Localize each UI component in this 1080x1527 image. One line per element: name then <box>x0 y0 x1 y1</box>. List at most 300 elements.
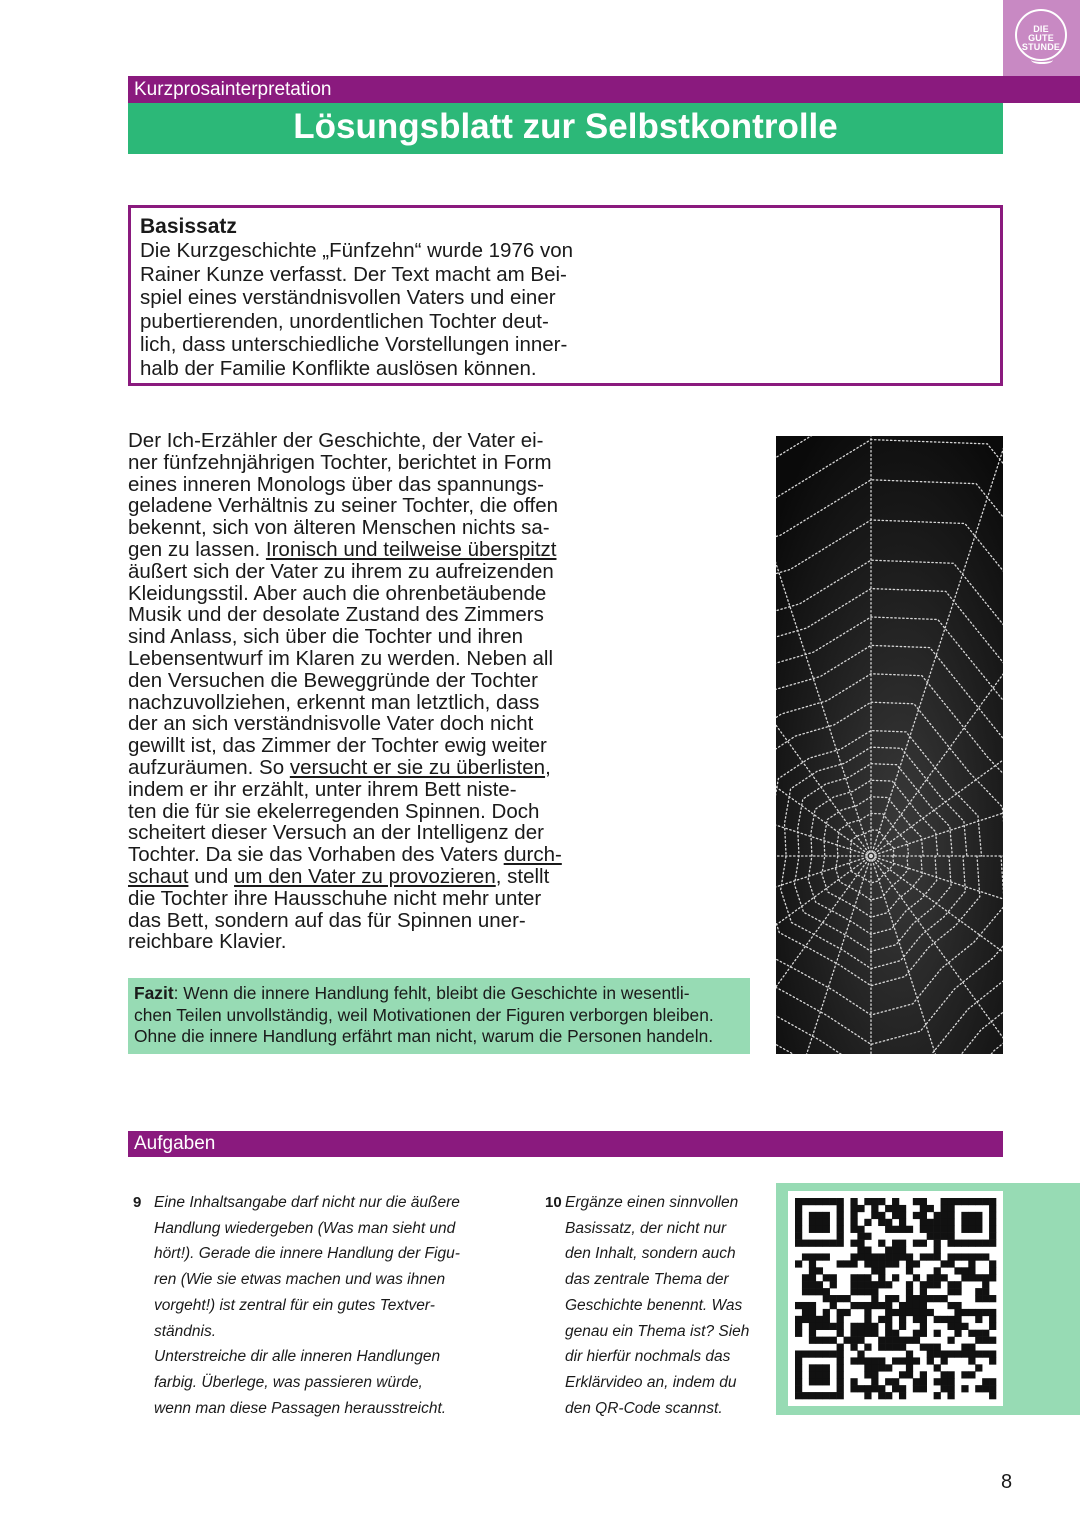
qr-module <box>892 1205 899 1212</box>
qr-module <box>989 1357 996 1364</box>
qr-module <box>892 1357 899 1364</box>
qr-module <box>802 1288 809 1295</box>
qr-module <box>844 1309 851 1316</box>
qr-module <box>878 1198 885 1205</box>
qr-module <box>878 1212 885 1219</box>
qr-module <box>885 1226 892 1233</box>
qr-module <box>830 1350 837 1357</box>
qr-module <box>850 1357 857 1364</box>
qr-module <box>864 1233 871 1240</box>
qr-module <box>982 1281 989 1288</box>
basissatz-line: halb der Familie Konflikte auslösen können. <box>140 356 537 380</box>
qr-module <box>941 1385 948 1392</box>
qr-module <box>823 1240 830 1247</box>
logo-tab <box>1003 0 1080 76</box>
task-10-text <box>565 1190 770 1421</box>
qr-module <box>795 1226 802 1233</box>
title-bar <box>128 103 1003 154</box>
qr-module <box>837 1226 844 1233</box>
qr-module <box>975 1337 982 1344</box>
text-line: geladene Verhältnis zu seiner Tochter, die offen <box>128 494 559 518</box>
qr-module <box>968 1309 975 1316</box>
qr-module <box>837 1323 844 1330</box>
qr-module <box>947 1281 954 1288</box>
qr-module <box>857 1323 864 1330</box>
qr-module <box>837 1364 844 1371</box>
qr-module <box>816 1198 823 1205</box>
qr-module <box>899 1385 906 1392</box>
qr-module <box>920 1240 927 1247</box>
qr-module <box>899 1357 906 1364</box>
qr-module <box>947 1233 954 1240</box>
qr-module <box>885 1205 892 1212</box>
qr-module <box>989 1274 996 1281</box>
qr-module <box>885 1378 892 1385</box>
qr-module <box>920 1198 927 1205</box>
qr-module <box>989 1385 996 1392</box>
qr-module <box>913 1212 920 1219</box>
qr-module <box>844 1337 851 1344</box>
text-line: Kleidungsstil. Aber auch die ohrenbetäubende <box>128 581 547 605</box>
qr-module <box>885 1330 892 1337</box>
qr-module <box>837 1198 844 1205</box>
qr-module <box>809 1226 816 1233</box>
qr-module <box>795 1316 802 1323</box>
qr-module <box>975 1198 982 1205</box>
qr-module <box>823 1364 830 1371</box>
qr-module <box>857 1274 864 1281</box>
qr-module <box>878 1364 885 1371</box>
qr-module <box>920 1205 927 1212</box>
qr-module <box>809 1212 816 1219</box>
basissatz-line: pubertierenden, unordentlichen Tochter deut- <box>140 309 549 333</box>
qr-module <box>795 1205 802 1212</box>
qr-module <box>857 1281 864 1288</box>
qr-module <box>892 1330 899 1337</box>
page-title: Lösungsblatt zur Selbstkontrolle <box>293 107 838 146</box>
qr-module <box>975 1295 982 1302</box>
qr-module <box>961 1385 968 1392</box>
qr-module <box>795 1357 802 1364</box>
qr-module <box>954 1302 961 1309</box>
text-line: sind Anlass, sich über die Tochter und ihren <box>128 625 524 649</box>
qr-module <box>899 1302 906 1309</box>
qr-module <box>809 1240 816 1247</box>
qr-module <box>920 1302 927 1309</box>
qr-module <box>913 1302 920 1309</box>
qr-module <box>899 1371 906 1378</box>
qr-module <box>864 1392 871 1399</box>
qr-module <box>809 1337 816 1344</box>
qr-module <box>864 1302 871 1309</box>
qr-module <box>941 1205 948 1212</box>
qr-module <box>947 1212 954 1219</box>
qr-module <box>809 1281 816 1288</box>
qr-module <box>989 1219 996 1226</box>
qr-module <box>823 1288 830 1295</box>
qr-module <box>975 1212 982 1219</box>
qr-module <box>802 1309 809 1316</box>
page-number: 8 <box>1001 1471 1013 1493</box>
qr-module <box>857 1226 864 1233</box>
text-line <box>128 539 598 561</box>
qr-module <box>899 1205 906 1212</box>
qr-module <box>885 1302 892 1309</box>
qr-module <box>857 1357 864 1364</box>
qr-module <box>878 1357 885 1364</box>
basissatz-line: spiel eines verständnisvollen Vaters und einer <box>140 286 556 310</box>
qr-module <box>864 1385 871 1392</box>
qr-module <box>795 1350 802 1357</box>
qr-module <box>830 1274 837 1281</box>
text-line: reichbare Klavier. <box>128 930 287 954</box>
qr-module <box>864 1309 871 1316</box>
fazit-label: Fazit <box>134 983 174 1003</box>
qr-module <box>816 1253 823 1260</box>
text-fragment: gen zu lassen. <box>128 537 261 561</box>
leaf-icon <box>1031 56 1053 64</box>
qr-module <box>864 1253 871 1260</box>
qr-module <box>989 1267 996 1274</box>
text-line: den Versuchen die Beweggründe der Tochter <box>128 668 538 692</box>
qr-module <box>871 1198 878 1205</box>
qr-module <box>934 1253 941 1260</box>
qr-module <box>857 1240 864 1247</box>
qr-module <box>892 1378 899 1385</box>
qr-module <box>795 1392 802 1399</box>
qr-module <box>906 1253 913 1260</box>
task-line: den Inhalt, sondern auch <box>565 1245 736 1263</box>
qr-module <box>934 1364 941 1371</box>
qr-module <box>850 1385 857 1392</box>
qr-module <box>975 1240 982 1247</box>
qr-module <box>809 1330 816 1337</box>
qr-module <box>954 1253 961 1260</box>
qr-module <box>857 1337 864 1344</box>
qr-module <box>913 1357 920 1364</box>
qr-module <box>927 1226 934 1233</box>
qr-module <box>913 1330 920 1337</box>
qr-module <box>906 1288 913 1295</box>
qr-module <box>906 1281 913 1288</box>
task-line: Erklärvideo an, indem du <box>565 1373 737 1391</box>
qr-module <box>989 1295 996 1302</box>
qr-module <box>857 1350 864 1357</box>
qr-module <box>906 1295 913 1302</box>
qr-module <box>968 1267 975 1274</box>
qr-module <box>857 1205 864 1212</box>
qr-module <box>837 1371 844 1378</box>
qr-module <box>864 1288 871 1295</box>
qr-module <box>871 1212 878 1219</box>
qr-module <box>816 1350 823 1357</box>
basissatz-line: Rainer Kunze verfasst. Der Text macht am Bei- <box>140 262 567 286</box>
qr-module <box>934 1274 941 1281</box>
qr-module <box>885 1281 892 1288</box>
task-line: farbig. Überlege, was passieren würde, <box>154 1373 423 1391</box>
qr-module <box>920 1316 927 1323</box>
qr-module <box>968 1344 975 1351</box>
qr-module <box>850 1302 857 1309</box>
qr-module <box>878 1260 885 1267</box>
qr-module <box>934 1330 941 1337</box>
qr-module <box>913 1316 920 1323</box>
qr-module <box>906 1309 913 1316</box>
qr-module <box>906 1371 913 1378</box>
qr-module <box>878 1316 885 1323</box>
qr-module <box>961 1371 968 1378</box>
qr-module <box>878 1337 885 1344</box>
qr-module <box>961 1309 968 1316</box>
qr-module <box>823 1295 830 1302</box>
basissatz-text <box>140 239 600 381</box>
task-line: Geschichte benennt. Was <box>565 1296 743 1314</box>
qr-module <box>864 1323 871 1330</box>
qr-module <box>934 1233 941 1240</box>
basissatz-line: lich, dass unterschiedliche Vorstellungen inner- <box>140 333 568 357</box>
qr-module <box>816 1364 823 1371</box>
qr-module <box>850 1288 857 1295</box>
text-line: nachzuvollziehen, erkennt man letztlich, dass <box>128 690 540 714</box>
text-line: die Tochter ihre Hausschuhe nicht mehr unter <box>128 886 542 910</box>
qr-module <box>989 1316 996 1323</box>
qr-module <box>823 1219 830 1226</box>
qr-module <box>823 1198 830 1205</box>
qr-module <box>920 1378 927 1385</box>
qr-module <box>934 1212 941 1219</box>
logo-line: DIE <box>1033 24 1049 34</box>
qr-module <box>871 1260 878 1267</box>
qr-module <box>989 1212 996 1219</box>
qr-module <box>913 1260 920 1267</box>
qr-module <box>968 1253 975 1260</box>
qr-module <box>913 1240 920 1247</box>
qr-module <box>885 1309 892 1316</box>
qr-module <box>795 1198 802 1205</box>
qr-module <box>816 1288 823 1295</box>
qr-module <box>941 1226 948 1233</box>
qr-module <box>871 1378 878 1385</box>
qr-module <box>947 1226 954 1233</box>
qr-module <box>954 1240 961 1247</box>
qr-module <box>809 1219 816 1226</box>
qr-module <box>961 1219 968 1226</box>
qr-module <box>809 1316 816 1323</box>
qr-module <box>947 1371 954 1378</box>
qr-module <box>954 1323 961 1330</box>
qr-module <box>864 1219 871 1226</box>
qr-module <box>795 1378 802 1385</box>
qr-module <box>947 1260 954 1267</box>
qr-module <box>961 1274 968 1281</box>
text-line: Musik und der desolate Zustand des Zimmers <box>128 603 544 627</box>
qr-module <box>864 1274 871 1281</box>
qr-module <box>830 1392 837 1399</box>
qr-module <box>809 1274 816 1281</box>
qr-module <box>947 1198 954 1205</box>
qr-module <box>920 1323 927 1330</box>
qr-module <box>920 1226 927 1233</box>
qr-module <box>941 1357 948 1364</box>
text-line: bekennt, sich von älteren Menschen nichts sa- <box>128 516 550 540</box>
fazit-line <box>134 983 750 1005</box>
text-line: äußert sich der Vater zu ihrem zu aufreizenden <box>128 559 554 583</box>
qr-module <box>954 1281 961 1288</box>
qr-module <box>954 1198 961 1205</box>
qr-module <box>795 1240 802 1247</box>
qr-module <box>878 1240 885 1247</box>
qr-module <box>857 1385 864 1392</box>
qr-module <box>795 1233 802 1240</box>
qr-module <box>871 1205 878 1212</box>
text-line: ner fünfzehnjährigen Tochter, berichtet in Form <box>128 450 552 474</box>
qr-module <box>954 1330 961 1337</box>
qr-module <box>975 1364 982 1371</box>
qr-module <box>830 1198 837 1205</box>
qr-module <box>864 1330 871 1337</box>
text-line: das Bett, sondern auf das für Spinnen uner- <box>128 908 526 932</box>
qr-module <box>850 1330 857 1337</box>
qr-module <box>892 1198 899 1205</box>
task-line: genau ein Thema ist? Sieh <box>565 1322 750 1340</box>
qr-module <box>941 1378 948 1385</box>
qr-module <box>927 1350 934 1357</box>
qr-module <box>885 1316 892 1323</box>
spider-web-graphic <box>776 436 1003 1054</box>
qr-module <box>947 1302 954 1309</box>
qr-module <box>899 1316 906 1323</box>
underlined-phrase: Ironisch und teilweise überspitzt <box>265 537 557 561</box>
qr-module <box>982 1330 989 1337</box>
qr-module <box>927 1274 934 1281</box>
qr-module <box>823 1323 830 1330</box>
qr-module <box>850 1219 857 1226</box>
qr-module <box>934 1350 941 1357</box>
text-fragment: und <box>194 864 229 888</box>
qr-module <box>892 1295 899 1302</box>
qr-module <box>802 1302 809 1309</box>
logo <box>1015 9 1067 61</box>
qr-module <box>954 1288 961 1295</box>
qr-module <box>941 1295 948 1302</box>
qr-module <box>892 1274 899 1281</box>
topic-bar <box>128 76 1080 103</box>
qr-module <box>837 1205 844 1212</box>
qr-module <box>920 1344 927 1351</box>
qr-module <box>947 1240 954 1247</box>
qr-module <box>947 1323 954 1330</box>
qr-module <box>823 1253 830 1260</box>
topic-label: Kurzprosainterpretation <box>134 79 332 100</box>
task-line: Basissatz, der nicht nur <box>565 1219 727 1237</box>
spider-web-photo <box>776 436 1003 1054</box>
qr-module <box>927 1233 934 1240</box>
qr-module <box>864 1364 871 1371</box>
qr-module <box>878 1302 885 1309</box>
qr-module <box>850 1240 857 1247</box>
qr-module <box>857 1247 864 1254</box>
qr-module <box>941 1260 948 1267</box>
qr-module <box>947 1205 954 1212</box>
text-line: Lebensentwurf im Klaren zu werden. Neben all <box>128 646 554 670</box>
qr-module <box>837 1316 844 1323</box>
qr-module <box>941 1212 948 1219</box>
qr-module <box>837 1233 844 1240</box>
qr-module <box>795 1212 802 1219</box>
qr-module <box>892 1240 899 1247</box>
qr-module <box>989 1392 996 1399</box>
qr-module <box>954 1309 961 1316</box>
qr-module <box>941 1350 948 1357</box>
qr-module <box>857 1302 864 1309</box>
qr-module <box>809 1288 816 1295</box>
qr-module <box>961 1267 968 1274</box>
qr-module <box>809 1302 816 1309</box>
qr-module <box>975 1274 982 1281</box>
qr-module <box>989 1233 996 1240</box>
basissatz-heading: Basissatz <box>140 215 237 238</box>
qr-module <box>975 1385 982 1392</box>
qr-module <box>823 1337 830 1344</box>
qr-module <box>982 1288 989 1295</box>
qr-module <box>816 1240 823 1247</box>
qr-module <box>816 1226 823 1233</box>
basissatz-line: Die Kurzgeschichte „Fünfzehn“ wurde 1976 von <box>140 239 574 262</box>
qr-module <box>823 1378 830 1385</box>
qr-module <box>920 1212 927 1219</box>
qr-module <box>892 1247 899 1254</box>
qr-module <box>947 1288 954 1295</box>
task-9-text <box>154 1190 514 1421</box>
qr-module <box>857 1330 864 1337</box>
qr-module <box>850 1281 857 1288</box>
underlined-phrase: schaut <box>128 864 189 888</box>
qr-code[interactable] <box>788 1191 1003 1406</box>
qr-module <box>885 1337 892 1344</box>
qr-module <box>975 1288 982 1295</box>
qr-module <box>830 1281 837 1288</box>
qr-module <box>892 1344 899 1351</box>
qr-module <box>850 1198 857 1205</box>
qr-module <box>857 1233 864 1240</box>
qr-module <box>961 1344 968 1351</box>
qr-module <box>830 1323 837 1330</box>
qr-module <box>947 1219 954 1226</box>
qr-module <box>809 1309 816 1316</box>
qr-module <box>816 1212 823 1219</box>
qr-module <box>850 1205 857 1212</box>
qr-module <box>871 1267 878 1274</box>
qr-module <box>934 1226 941 1233</box>
qr-module <box>857 1288 864 1295</box>
task-line: wenn man diese Passagen herausstreicht. <box>154 1399 447 1417</box>
qr-module <box>837 1260 844 1267</box>
fazit-line: chen Teilen unvollständig, weil Motivationen der Figuren verborgen bleiben. <box>134 1004 714 1025</box>
qr-module <box>871 1253 878 1260</box>
fazit-fragment: : Wenn die innere Handlung fehlt, bleibt die Geschichte in wesentli- <box>173 983 690 1003</box>
qr-module <box>906 1364 913 1371</box>
qr-module <box>968 1371 975 1378</box>
qr-module <box>864 1371 871 1378</box>
qr-module <box>947 1350 954 1357</box>
text-line <box>128 866 598 888</box>
qr-module <box>878 1281 885 1288</box>
qr-module <box>802 1198 809 1205</box>
qr-module <box>830 1337 837 1344</box>
task-line: ren (Wie sie etwas machen und was ihnen <box>154 1271 446 1289</box>
qr-module <box>913 1337 920 1344</box>
qr-module <box>920 1295 927 1302</box>
